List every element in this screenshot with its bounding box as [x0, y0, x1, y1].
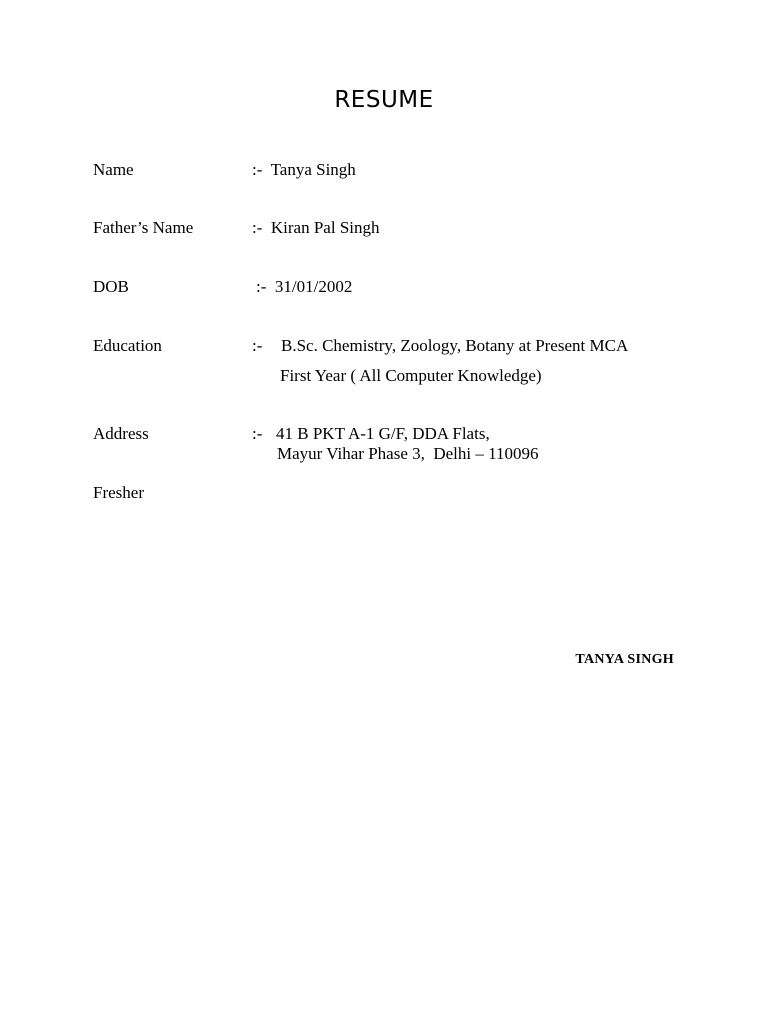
address-separator: :- [252, 424, 263, 443]
status-text: Fresher [93, 483, 144, 502]
signature-name: TANYA SINGH [575, 652, 674, 667]
education-line-2: First Year ( All Computer Knowledge) [280, 366, 542, 385]
education-line-1: B.Sc. Chemistry, Zoology, Botany at Present MCA [281, 336, 629, 355]
dob-label: DOB [93, 277, 129, 296]
dob-separator: :- [256, 277, 267, 296]
father-name-row-value [252, 218, 380, 238]
dob-row-value [256, 277, 352, 297]
education-label: Education [93, 336, 162, 355]
address-line-2: Mayur Vihar Phase 3, Delhi – 110096 [277, 444, 539, 463]
name-value: Tanya Singh [270, 160, 356, 179]
father-name-separator: :- [252, 218, 263, 237]
name-separator: :- [252, 160, 263, 179]
father-name-value: Kiran Pal Singh [270, 218, 380, 237]
address-label: Address [93, 424, 149, 443]
name-label: Name [93, 160, 134, 179]
address-line-1: 41 B PKT A-1 G/F, DDA Flats, [276, 424, 490, 443]
dob-value: 31/01/2002 [274, 277, 353, 296]
father-name-label: Father’s Name [93, 218, 194, 237]
name-row-value [252, 160, 356, 180]
resume-title: RESUME [334, 87, 434, 113]
education-separator: :- [252, 336, 263, 355]
